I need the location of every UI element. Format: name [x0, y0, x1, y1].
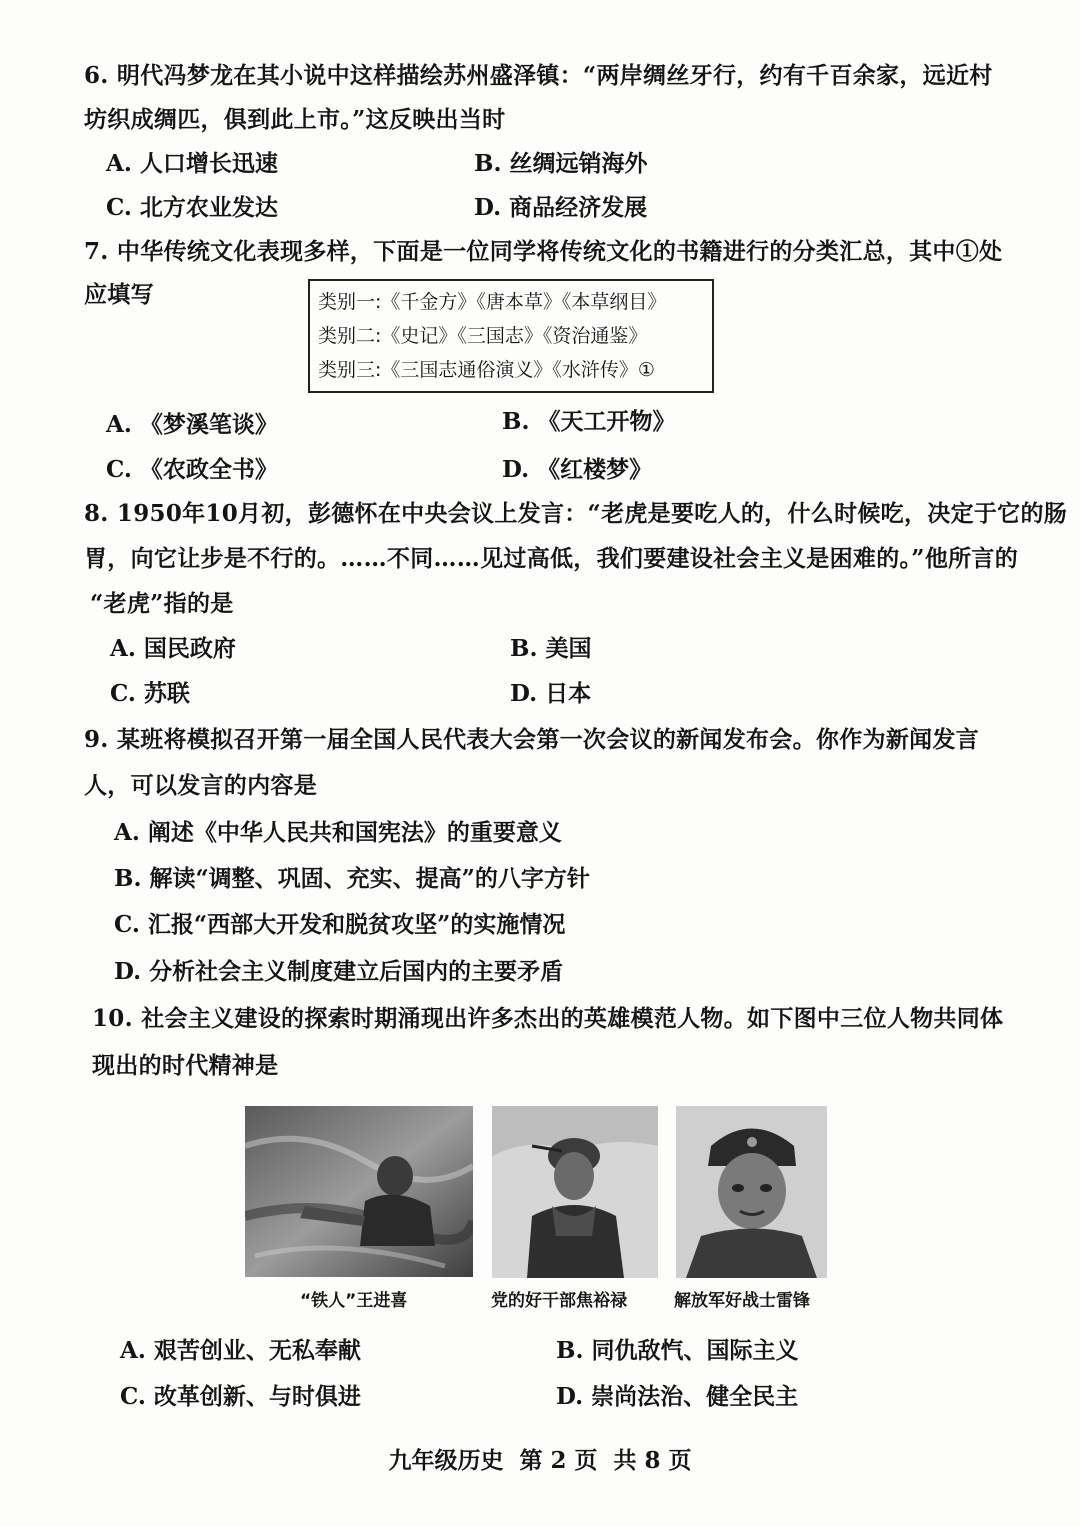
photo-jiao-yulu-image: [492, 1106, 658, 1278]
q10-option-c: C. 改革创新、与时俱进: [120, 1383, 361, 1410]
q10-stem-line2: 现出的时代精神是: [92, 1052, 279, 1079]
q8-option-b: B. 美国: [510, 635, 592, 662]
q7-option-c: C. 《农政全书》: [106, 456, 278, 483]
photo-lei-feng-image: [676, 1106, 827, 1278]
caption-jiao-yulu: 党的好干部焦裕禄: [491, 1291, 627, 1311]
q7-option-b: B. 《天工开物》: [502, 408, 676, 435]
footer-total-suffix: 页: [668, 1447, 692, 1474]
q9-option-d: D. 分析社会主义制度建立后国内的主要矛盾: [114, 958, 564, 985]
photo-jiao-yulu: [492, 1106, 658, 1278]
q7-category-box: [308, 279, 714, 393]
q8-stem-line1: 8. 1950年10月初，彭德怀在中央会议上发言：“老虎是要吃人的，什么时候吃，决定于它的肠: [84, 500, 1068, 527]
q8-option-c: C. 苏联: [110, 680, 190, 707]
footer-subject: 九年级历史: [388, 1447, 504, 1474]
q7-stem-line1: 7. 中华传统文化表现多样，下面是一位同学将传统文化的书籍进行的分类汇总，其中①处: [84, 238, 1003, 265]
q7-option-a: A. 《梦溪笔谈》: [106, 411, 278, 438]
q10-option-a: A. 艰苦创业、无私奉献: [120, 1337, 361, 1364]
q6-stem-line2: 坊织成绸匹，俱到此上市。”这反映出当时: [84, 106, 506, 133]
q10-stem-line1: 10. 社会主义建设的探索时期涌现出许多杰出的英雄模范人物。如下图中三位人物共同体: [92, 1005, 1004, 1032]
page-footer: [0, 1446, 1080, 1476]
q6-option-b: B. 丝绸远销海外: [474, 150, 648, 177]
q9-option-c: C. 汇报“西部大开发和脱贫攻坚”的实施情况: [114, 911, 566, 938]
q10-option-d: D. 崇尚法治、健全民主: [556, 1383, 799, 1410]
caption-wang-jinxi: “铁人”王进喜: [300, 1291, 408, 1311]
footer-page-number: 2: [550, 1447, 567, 1474]
q7-box-row2: 类别二:《史记》《三国志》《资治通鉴》: [318, 325, 648, 347]
q6-option-d: D. 商品经济发展: [474, 194, 648, 221]
q7-option-d: D. 《红楼梦》: [502, 456, 653, 483]
q8-option-d: D. 日本: [510, 680, 592, 707]
footer-total-prefix: 共: [613, 1447, 637, 1474]
q9-option-b: B. 解读“调整、巩固、充实、提高”的八字方针: [114, 865, 590, 892]
photo-lei-feng: [676, 1106, 827, 1278]
footer-total-number: 8: [644, 1447, 661, 1474]
q8-stem-line3: “老虎”指的是: [90, 590, 234, 617]
caption-lei-feng: 解放军好战士雷锋: [674, 1291, 810, 1311]
q9-stem-line2: 人，可以发言的内容是: [84, 772, 317, 799]
q10-option-b: B. 同仇敌忾、国际主义: [556, 1337, 799, 1364]
q9-option-a: A. 阐述《中华人民共和国宪法》的重要意义: [114, 819, 562, 846]
q7-box-row1: 类别一:《千金方》《唐本草》《本草纲目》: [318, 291, 667, 313]
photo-wang-jinxi: [245, 1106, 473, 1277]
q7-box-row3: 类别三:《三国志通俗演义》《水浒传》①: [318, 359, 655, 381]
q8-option-a: A. 国民政府: [110, 635, 236, 662]
q9-stem-line1: 9. 某班将模拟召开第一届全国人民代表大会第一次会议的新闻发布会。你作为新闻发言: [84, 726, 980, 753]
photo-wang-jinxi-image: [245, 1106, 473, 1277]
q8-stem-line2: 胃，向它让步是不行的。……不同……见过高低，我们要建设社会主义是困难的。”他所言的: [84, 545, 1019, 572]
footer-page-prefix: 第: [519, 1447, 543, 1474]
footer-page-mid: 页: [574, 1447, 598, 1474]
q7-stem-line2: 应填写: [84, 281, 154, 308]
q6-stem-line1: 6. 明代冯梦龙在其小说中这样描绘苏州盛泽镇：“两岸绸丝牙行，约有千百余家，远近村: [84, 62, 993, 89]
q6-option-a: A. 人口增长迅速: [106, 150, 278, 177]
q6-option-c: C. 北方农业发达: [106, 194, 278, 221]
